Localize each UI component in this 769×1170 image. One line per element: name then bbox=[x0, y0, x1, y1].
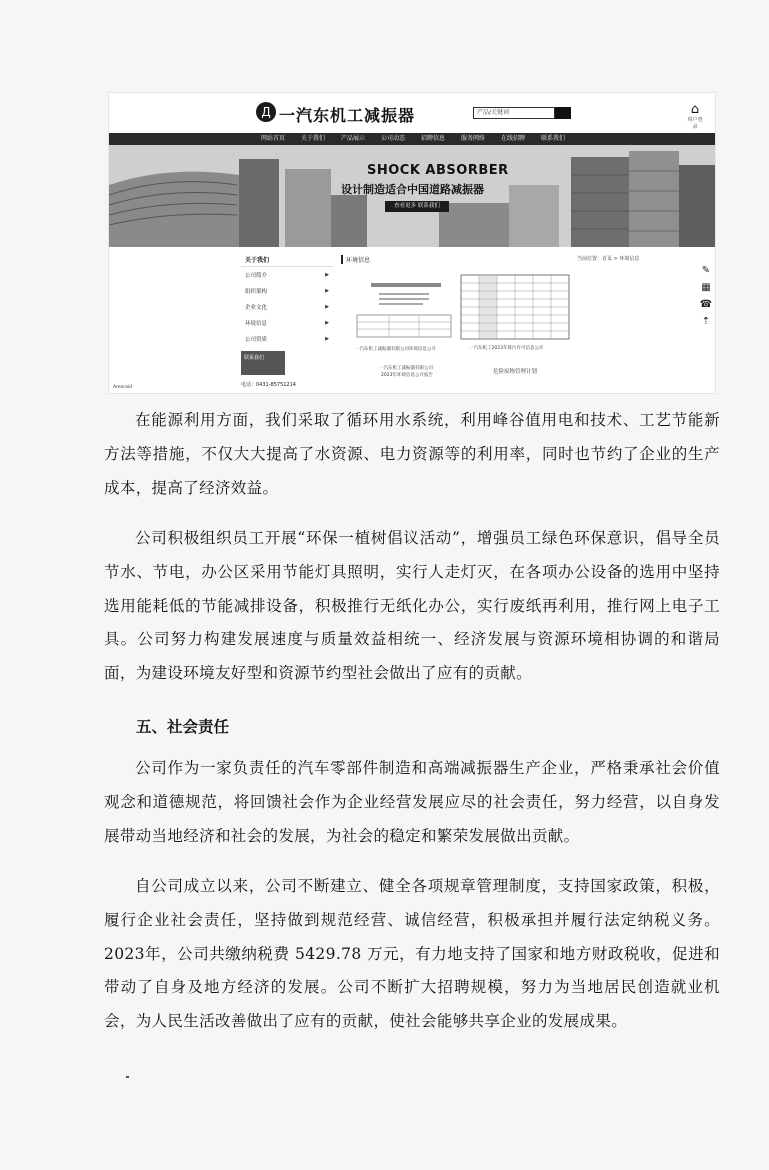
side-menu-item[interactable] bbox=[241, 315, 333, 331]
footer-mark: Ameraid bbox=[113, 385, 132, 390]
content-heading: 环境信息 bbox=[341, 255, 370, 264]
scan-mark bbox=[126, 1076, 129, 1078]
arrow-right-icon: ▶ bbox=[325, 304, 329, 310]
banner-button[interactable]: 查看更多 联系我们 bbox=[385, 201, 449, 212]
website-screenshot bbox=[108, 92, 716, 394]
document-thumbnail[interactable] bbox=[349, 271, 459, 391]
side-menu-item[interactable] bbox=[241, 267, 333, 283]
paragraph-tax: 自公司成立以来，公司不断建立、健全各项规章管理制度，支持国家政策，积极，履行企业社会责任，坚持做到规范经营、诚信经营，积极承担并履行法定纳税义务。2023年，公司共缴纳税费 5429.78 万元，有力地支持了国家和地方财政税收，促进和带动了自身及地方经济的发展。公司不断扩大招聘规模，努力为当地居民创造就业机会，为人民生活改善做出了应有的贡献，使社会能够共享企业的发展成果。 bbox=[104, 877, 720, 1031]
phone-icon[interactable]: ☎ bbox=[699, 299, 713, 310]
paragraph-energy: 在能源利用方面，我们采取了循环用水系统，利用峰谷值用电和技术、工艺节能新方法等措施，不仅大大提高了水资源、电力资源等的利用率，同时也节约了企业的生产成本，提高了经济效益。 bbox=[104, 411, 720, 497]
section-heading: 五、社会责任 bbox=[136, 717, 230, 736]
banner-title: SHOCK ABSORBER bbox=[367, 163, 509, 178]
nav-item[interactable]: 联系我们 bbox=[541, 135, 566, 142]
document-caption: 一汽东机工减振器有限公司环境信息公开 bbox=[355, 347, 436, 352]
arrow-right-icon: ▶ bbox=[325, 288, 329, 294]
arrow-right-icon: ▶ bbox=[325, 272, 329, 278]
nav-item[interactable]: 服务网络 bbox=[461, 135, 486, 142]
nav-item[interactable]: 公司动态 bbox=[380, 135, 405, 142]
logo-icon: Д bbox=[256, 102, 276, 122]
document-org: 一汽东机工减振器有限公司 bbox=[379, 366, 433, 371]
contact-phone: 电话：0431-85751214 bbox=[241, 382, 296, 388]
user-login-caption: 用户登录 bbox=[687, 117, 703, 130]
nav-item[interactable]: 关于我们 bbox=[300, 135, 325, 142]
side-menu-label: 公司简介 bbox=[245, 273, 268, 279]
site-nav bbox=[109, 133, 716, 145]
side-menu bbox=[241, 253, 333, 388]
document-date: 2023年环境信息公开报告 bbox=[381, 373, 433, 378]
nav-item[interactable]: 在线招聘 bbox=[501, 135, 526, 142]
side-menu-label: 企业文化 bbox=[245, 305, 268, 311]
breadcrumb: 当前位置：首页 > 环境信息 bbox=[577, 256, 640, 262]
side-menu-label: 公司资质 bbox=[245, 337, 268, 343]
arrow-right-icon: ▶ bbox=[325, 320, 329, 326]
site-logo-text: 一汽东机工减振器 bbox=[279, 106, 416, 125]
paragraph-green-office: 公司积极组织员工开展“环保一植树倡议活动”，增强员工绿色环保意识，倡导全员节水、节电，办公区采用节能灯具照明，实行人走灯灭，在各项办公设备的选用中坚持选用能耗低的节能减排设备，积极推行无纸化办公，实行废纸再利用，推行网上电子工具。公司努力构建发展速度与质量效益相统一、经济发展与资源环境相协调的和谐局面，为建设环境友好型和资源节约型社会做出了应有的贡献。 bbox=[104, 529, 720, 683]
hero-banner bbox=[109, 145, 716, 247]
user-icon: ⌂ bbox=[690, 102, 700, 117]
banner-subtitle: 设计制造适合中国道路减振器 bbox=[341, 183, 484, 196]
contact-banner[interactable]: 联系我们 bbox=[241, 351, 285, 375]
nav-item[interactable]: 网站首页 bbox=[260, 135, 285, 142]
edit-icon[interactable]: ✎ bbox=[701, 265, 711, 276]
side-menu-item[interactable] bbox=[241, 331, 333, 347]
document-label: 危险废物管理计划 bbox=[493, 369, 538, 375]
nav-item[interactable]: 招聘信息 bbox=[421, 135, 446, 142]
document-thumbnail[interactable] bbox=[459, 271, 571, 391]
up-icon[interactable]: ⇡ bbox=[701, 316, 711, 327]
document-caption: 一汽东机工2023年排污许可信息公开 bbox=[469, 346, 544, 351]
side-menu-heading: 关于我们 bbox=[241, 253, 333, 267]
side-menu-item[interactable] bbox=[241, 299, 333, 315]
side-menu-label: 环境信息 bbox=[245, 321, 268, 327]
paragraph-responsibility: 公司作为一家负责任的汽车零部件制造和高端减振器生产企业，严格秉承社会价值观念和道德规范，将回馈社会作为企业经营发展应尽的社会责任，努力经营，以自身发展带动当地经济和社会的发展，为社会的稳定和繁荣发展做出贡献。 bbox=[104, 759, 720, 845]
search-input[interactable]: 产品/关键词 bbox=[473, 107, 555, 119]
user-login[interactable] bbox=[687, 102, 703, 130]
side-menu-label: 组织架构 bbox=[245, 289, 268, 295]
document-preview-2 bbox=[459, 271, 571, 351]
search-button[interactable] bbox=[555, 107, 571, 119]
floating-toolbar bbox=[699, 265, 713, 328]
site-header bbox=[109, 93, 716, 131]
side-menu-item[interactable] bbox=[241, 283, 333, 299]
qr-icon[interactable]: ▦ bbox=[701, 282, 711, 293]
arrow-right-icon: ▶ bbox=[325, 336, 329, 342]
nav-item[interactable]: 产品展示 bbox=[340, 135, 365, 142]
